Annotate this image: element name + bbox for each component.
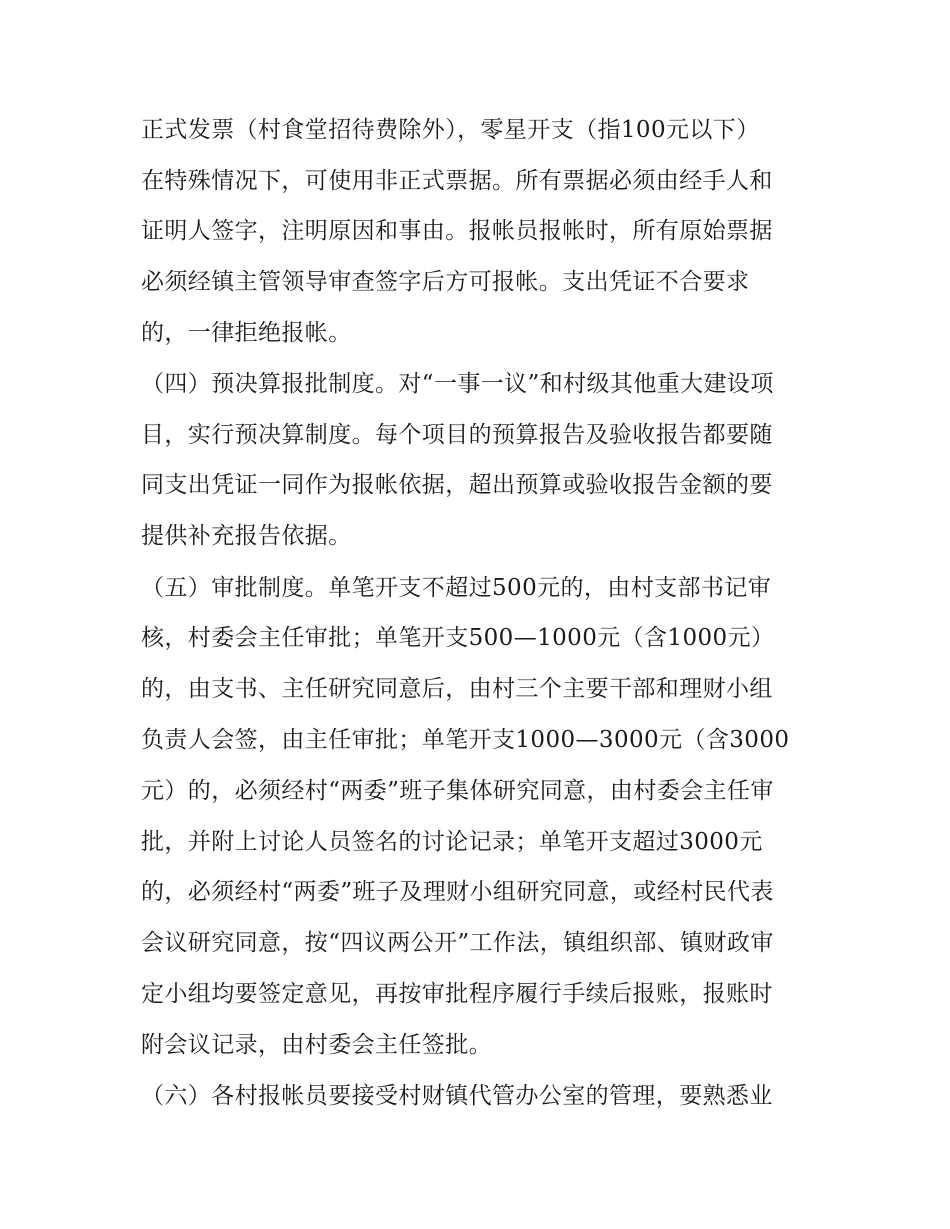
text-line: 正式发票（村食堂招待费除外），零星开支（指100元以下） bbox=[141, 117, 760, 143]
text-line: 附会议记录，由村委会主任签批。 bbox=[141, 1032, 492, 1058]
text-line: 负责人会签，由主任审批；单笔开支1000—3000元（含3000 bbox=[141, 727, 790, 753]
text-line: 证明人签字，注明原因和事由。报帐员报帐时，所有原始票据 bbox=[141, 218, 773, 244]
paragraph-six-heading: （六）各村报帐员要接受村财镇代管办公室的管理，要熟悉业 bbox=[141, 1083, 773, 1109]
text-line: 的，由支书、主任研究同意后，由村三个主要干部和理财小组 bbox=[141, 676, 773, 702]
text-line: 的，一律拒绝报帐。 bbox=[141, 320, 352, 346]
text-line: 在特殊情况下，可使用非正式票据。所有票据必须由经手人和 bbox=[141, 168, 773, 194]
text-line: 元）的，必须经村“两委”班子集体研究同意，由村委会主任审 bbox=[141, 778, 774, 804]
text-line: 定小组均要签定意见，再按审批程序履行手续后报账，报账时 bbox=[141, 981, 773, 1007]
text-line: 必须经镇主管领导审查签字后方可报帐。支出凭证不合要求 bbox=[141, 269, 750, 295]
text-line: 会议研究同意，按“四议两公开”工作法，镇组织部、镇财政审 bbox=[141, 930, 774, 956]
text-line: 核，村委会主任审批；单笔开支500—1000元（含1000元） bbox=[141, 625, 775, 651]
text-line: 提供补充报告依据。 bbox=[141, 523, 352, 549]
paragraph-four-heading: （四）预决算报批制度。对“一事一议”和村级其他重大建设项 bbox=[141, 371, 774, 397]
text-line: 同支出凭证一同作为报帐依据，超出预算或验收报告金额的要 bbox=[141, 472, 773, 498]
text-line: 批，并附上讨论人员签名的讨论记录；单笔开支超过3000元 bbox=[141, 829, 763, 855]
text-line: 的，必须经村“两委”班子及理财小组研究同意，或经村民代表 bbox=[141, 879, 774, 905]
paragraph-five-heading: （五）审批制度。单笔开支不超过500元的，由村支部书记审 bbox=[141, 575, 772, 601]
text-line: 目，实行预决算制度。每个项目的预算报告及验收报告都要随 bbox=[141, 422, 773, 448]
